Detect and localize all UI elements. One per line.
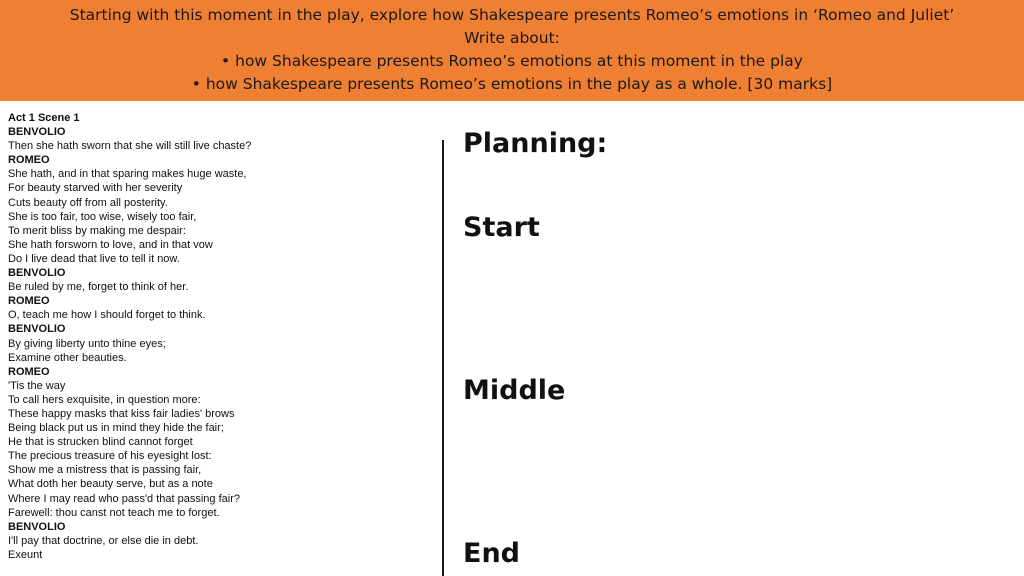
script-line: He that is strucken blind cannot forget (8, 436, 193, 449)
column-divider (442, 140, 444, 576)
script-line: I'll pay that doctrine, or else die in debt. (8, 534, 199, 547)
script-line: Cuts beauty off from all posterity. (8, 196, 168, 209)
speaker-label: BENVOLIO (8, 267, 66, 280)
speaker-label: ROMEO (8, 295, 50, 308)
header-line: • how Shakespeare presents Romeo’s emotions at this moment in the play (221, 52, 803, 70)
script-line: Then she hath sworn that she will still live chaste? (8, 140, 252, 153)
speaker-label: ROMEO (8, 365, 50, 378)
planning-start: Start (463, 212, 540, 243)
script-line: Where I may read who pass'd that passing fair? (8, 492, 240, 505)
task-header (0, 0, 1024, 101)
script-line: Farewell: thou canst not teach me to forget. (8, 506, 220, 519)
script-line: She hath forsworn to love, and in that vow (8, 238, 213, 251)
script-line: What doth her beauty serve, but as a note (8, 478, 213, 491)
script-line: These happy masks that kiss fair ladies' brows (8, 407, 235, 420)
speaker-label: ROMEO (8, 154, 50, 167)
planning-end: End (463, 538, 520, 569)
speaker-label: BENVOLIO (8, 323, 66, 336)
script-line: She is too fair, too wise, wisely too fair, (8, 210, 197, 223)
play-extract (8, 111, 428, 562)
script-line: 'Tis the way (8, 379, 66, 392)
script-line: O, teach me how I should forget to think. (8, 309, 206, 322)
script-line: Do I live dead that live to tell it now. (8, 252, 180, 265)
script-line: By giving liberty unto thine eyes; (8, 337, 166, 350)
script-line: For beauty starved with her severity (8, 182, 183, 195)
script-line: Show me a mistress that is passing fair, (8, 464, 202, 477)
script-line: She hath, and in that sparing makes huge waste, (8, 168, 247, 181)
script-line: To merit bliss by making me despair: (8, 224, 186, 237)
script-line: The precious treasure of his eyesight lost: (8, 450, 212, 463)
script-line: Exeunt (8, 548, 43, 561)
planning-middle: Middle (463, 375, 566, 406)
planning-heading: Planning: (463, 128, 608, 159)
speaker-label: BENVOLIO (8, 126, 66, 139)
speaker-label: BENVOLIO (8, 520, 66, 533)
header-line: Write about: (464, 29, 560, 47)
script-line: Be ruled by me, forget to think of her. (8, 281, 189, 294)
speaker-label: Act 1 Scene 1 (8, 112, 80, 124)
script-line: Being black put us in mind they hide the fair; (8, 422, 224, 435)
header-line: • how Shakespeare presents Romeo’s emotions in the play as a whole. [30 marks] (191, 75, 833, 93)
script-line: To call hers exquisite, in question more: (8, 393, 201, 406)
script-line: Examine other beauties. (8, 351, 127, 364)
header-line: Starting with this moment in the play, explore how Shakespeare presents Romeo’s emotions in ‘Romeo and Juliet’ (69, 6, 955, 24)
